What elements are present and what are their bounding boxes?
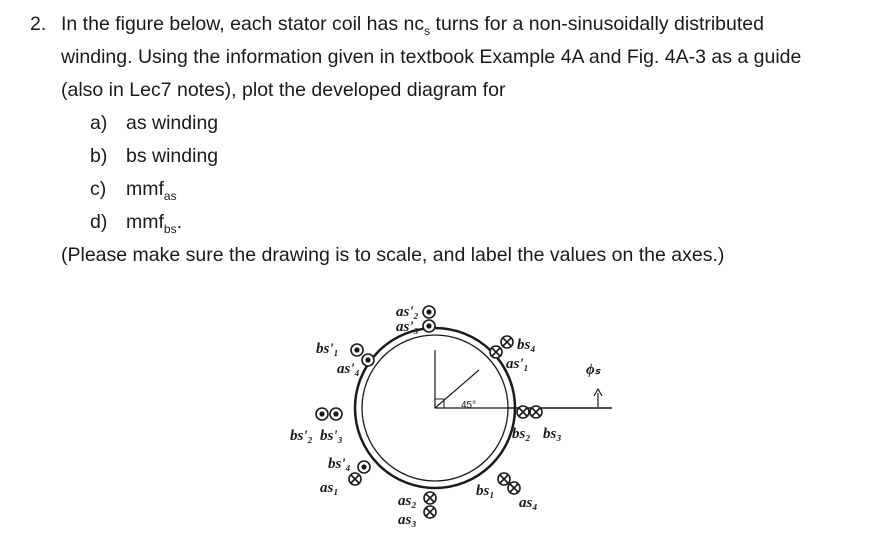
label-bs1p: bs'₁ xyxy=(316,341,339,357)
label-bs4p: bs'₄ xyxy=(328,456,351,472)
label-as2p: as'₂ xyxy=(396,304,419,320)
label-bs2: bs₂ xyxy=(512,426,531,442)
label-as2: as₂ xyxy=(398,493,417,509)
list-item: a) as winding xyxy=(90,112,219,134)
stator-winding-figure xyxy=(280,290,620,535)
label-as4p: as'₄ xyxy=(337,361,360,377)
label-as1: as₁ xyxy=(320,480,339,496)
label-phi: ϕₛ xyxy=(586,362,601,378)
label-as1p: as'₁ xyxy=(506,356,529,372)
angle-label: 45° xyxy=(461,400,477,411)
list-item: c) mmf$_{as}$ xyxy=(90,178,177,203)
label-as4: as₄ xyxy=(519,495,538,511)
question-line-1: In the figure below, each stator coil has $nc_s$ turns for a non-sinusoidally distributed xyxy=(61,13,764,38)
label-bs4: bs₄ xyxy=(517,337,536,353)
question-line-3: (also in Lec7 notes), plot the developed diagram for xyxy=(61,79,506,101)
label-bs3p: bs'₃ xyxy=(320,428,343,444)
label-bs2p: bs'₂ xyxy=(290,428,313,444)
label-as3p: as'₃ xyxy=(396,319,419,335)
instruction-note: (Please make sure the drawing is to scale, and label the values on the axes.) xyxy=(61,244,725,266)
label-as3: as₃ xyxy=(398,512,417,528)
list-item: b) bs winding xyxy=(90,145,219,167)
label-bs1: bs₁ xyxy=(476,483,495,499)
list-item: d) mmf$_{bs}$. xyxy=(90,211,183,236)
label-bs3: bs₃ xyxy=(543,426,562,442)
question-line-2: winding. Using the information given in textbook Example 4A and Fig. 4A-3 as a guide xyxy=(61,46,802,68)
question-number: 2. xyxy=(30,13,47,35)
